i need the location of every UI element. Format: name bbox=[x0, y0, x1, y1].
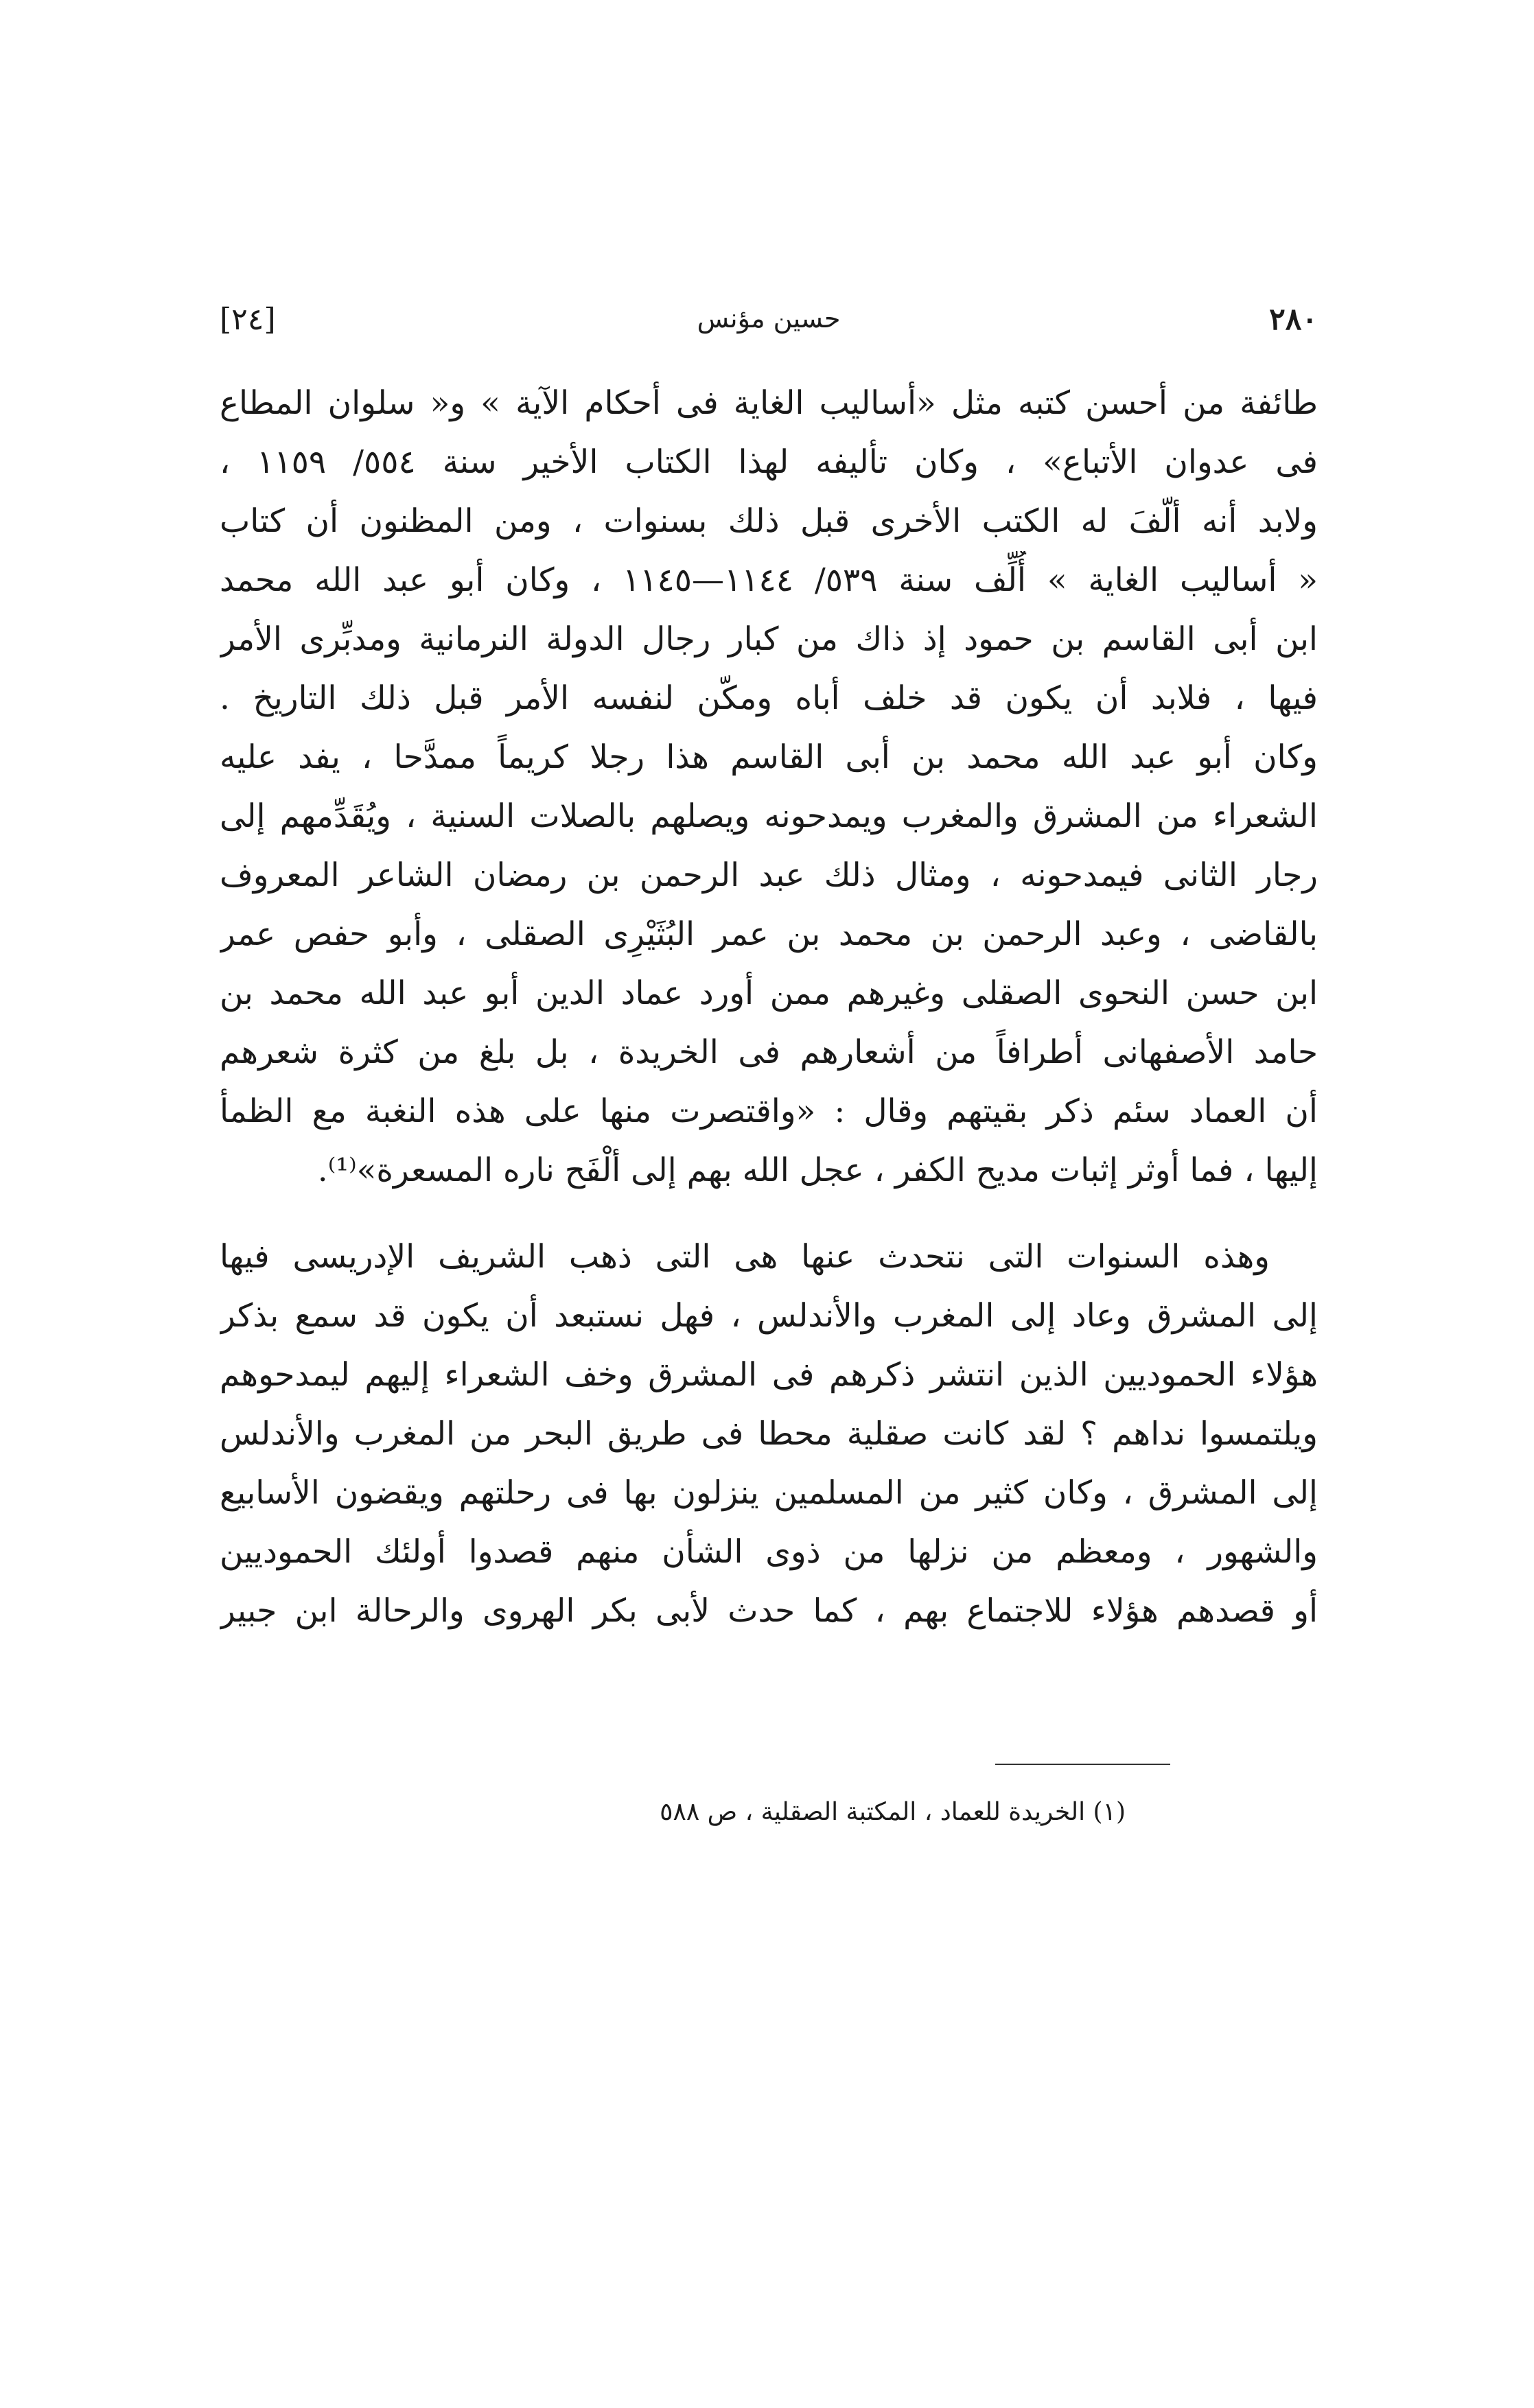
paragraph-2 bbox=[220, 1228, 1318, 1641]
text-line: إليها ، فما أوثر إثبات مديح الكفر ، عجل الله بهم إلى ألْفَح ناره المسعرة»⁽¹⁾. bbox=[317, 1152, 1318, 1189]
text-line: إلى المشرق ، وكان كثير من المسلمين ينزلون بها فى رحلتهم ويقضون الأسابيع bbox=[220, 1474, 1318, 1512]
text-line: أو قصدهم هؤلاء للاجتماع بهم ، كما حدث لأبى بكر الهروى والرحالة ابن جبير bbox=[220, 1592, 1318, 1630]
text-line: وكان أبو عبد الله محمد بن أبى القاسم هذا رجلا كريماً ممدَّحا ، يفد عليه bbox=[220, 738, 1318, 776]
text-line: أن العماد سئم ذكر بقيتهم وقال : «واقتصرت منها على هذه النغبة مع الظمأ bbox=[220, 1092, 1318, 1130]
main-text bbox=[220, 374, 1318, 1641]
text-line: والشهور ، ومعظم من نزلها من ذوى الشأن منهم قصدوا أولئك الحموديين bbox=[220, 1533, 1318, 1571]
running-head-author: حسين مؤنس bbox=[697, 303, 841, 334]
text-line: إلى المشرق وعاد إلى المغرب والأندلس ، فهل نستبعد أن يكون قد سمع بذكر bbox=[220, 1297, 1318, 1335]
text-line: ولابد أنه ألّفَ له الكتب الأخرى قبل ذلك بسنوات ، ومن المظنون أن كتاب bbox=[220, 502, 1318, 540]
text-line: ويلتمسوا نداهم ؟ لقد كانت صقلية محطا فى طريق البحر من المغرب والأندلس bbox=[220, 1415, 1318, 1453]
chapter-number: [٢٤] bbox=[220, 302, 276, 337]
text-line: وهذه السنوات التى نتحدث عنها هى التى ذهب الشريف الإدريسى فيها bbox=[220, 1238, 1270, 1276]
text-line: الشعراء من المشرق والمغرب ويمدحونه ويصلهم بالصلات السنية ، ويُقَدِّمهم إلى bbox=[220, 797, 1318, 835]
text-line: فى عدوان الأتباع» ، وكان تأليفه لهذا الكتاب الأخير سنة ٥٥٤/ ١١٥٩ ، bbox=[220, 443, 1318, 481]
footnote-divider bbox=[995, 1764, 1170, 1765]
page-number: ٢٨٠ bbox=[1269, 302, 1318, 337]
page-header bbox=[220, 302, 1318, 357]
text-line: بالقاضى ، وعبد الرحمن بن محمد بن عمر البُثَيْرِى الصقلى ، وأبو حفص عمر bbox=[220, 915, 1318, 953]
footnote: (١) الخريدة للعماد ، المكتبة الصقلية ، ص ٥٨٨ bbox=[660, 1798, 1126, 1826]
text-line: هؤلاء الحموديين الذين انتشر ذكرهم فى المشرق وخف الشعراء إليهم ليمدحوهم bbox=[220, 1356, 1318, 1394]
text-line: ابن حسن النحوى الصقلى وغيرهم ممن أورد عماد الدين أبو عبد الله محمد بن bbox=[220, 974, 1318, 1012]
text-line: ابن أبى القاسم بن حمود إذ ذاك من كبار رجال الدولة النرمانية ومدبِّرى الأمر bbox=[220, 620, 1318, 658]
text-line: « أساليب الغاية » أُلِّف سنة ٥٣٩/ ١١٤٤—١١٤٥ ، وكان أبو عبد الله محمد bbox=[220, 561, 1318, 599]
paragraph-1 bbox=[220, 374, 1318, 1200]
text-line: رجار الثانى فيمدحونه ، ومثال ذلك عبد الرحمن بن رمضان الشاعر المعروف bbox=[220, 856, 1318, 894]
text-line: حامد الأصفهانى أطرافاً من أشعارهم فى الخريدة ، بل بلغ من كثرة شعرهم bbox=[220, 1033, 1318, 1071]
text-line: فيها ، فلابد أن يكون قد خلف أباه ومكّن لنفسه الأمر قبل ذلك التاريخ . bbox=[220, 679, 1318, 717]
text-line: طائفة من أحسن كتبه مثل «أساليب الغاية فى أحكام الآية » و« سلوان المطاع bbox=[220, 384, 1318, 422]
